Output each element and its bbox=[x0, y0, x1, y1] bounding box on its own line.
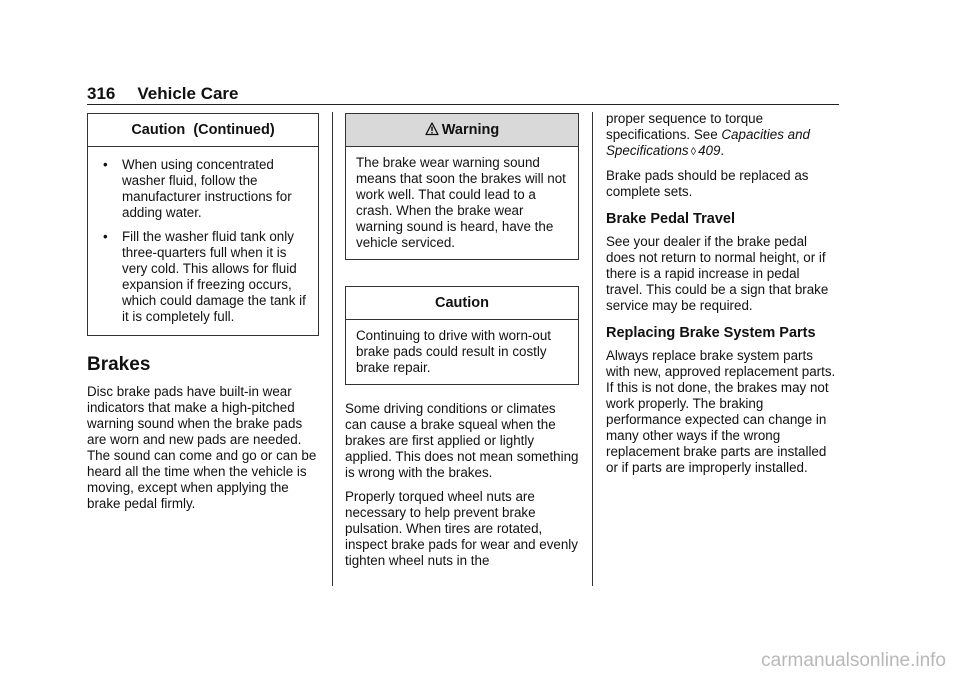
wheel-nuts-paragraph: Properly torqued wheel nuts are necessary to help prevent brake pulsation. When tires are rotated, inspect brake pads for wear and evenly tighten wheel nuts in the bbox=[345, 489, 578, 568]
caution-box bbox=[345, 286, 579, 385]
bullet-item bbox=[98, 229, 308, 325]
brakes-paragraph: Disc brake pads have built-in wear indicators that make a high-pitched warning sound when the brake pads are worn and new pads are needed. The sound can come and go or can be heard all the time when the vehicle is moving, except when applying the brake pedal firmly. bbox=[87, 384, 317, 511]
brake-pedal-travel-heading: Brake Pedal Travel bbox=[606, 211, 735, 227]
torque-text: proper sequence to torque specifications. See bbox=[606, 111, 764, 142]
pedal-travel-paragraph: See your dealer if the brake pedal does not return to normal height, or if there is a rapid increase in pedal travel. This could be a sign that brake service may be required. bbox=[606, 234, 829, 313]
bullet-item bbox=[98, 157, 308, 221]
warning-box bbox=[345, 113, 579, 260]
section-title: Vehicle Care bbox=[137, 84, 239, 103]
bullet-text: Fill the washer fluid tank only three-quarters full when it is very cold. This allows for fluid expansion if freezing occurs, which could damage the tank if it is completely full. bbox=[122, 229, 306, 324]
brakes-heading: Brakes bbox=[87, 354, 151, 375]
capacities-link[interactable]: Capacities and Specifications bbox=[606, 127, 810, 158]
bullet-text: When using concentrated washer fluid, follow the manufacturer instructions for adding water. bbox=[122, 157, 292, 220]
bullet-glyph: • bbox=[103, 157, 108, 172]
page-number: 316 bbox=[87, 84, 116, 103]
torque-paragraph bbox=[606, 111, 839, 160]
warning-title bbox=[346, 114, 578, 147]
warning-body: The brake wear warning sound means that soon the brakes will not work well. That could lead to a crash. When the brake wear warning sound is heard, have the vehicle serviced. bbox=[356, 155, 566, 250]
replacing-parts-heading: Replacing Brake System Parts bbox=[606, 325, 816, 341]
column-divider-2 bbox=[592, 112, 593, 586]
page-header bbox=[87, 84, 239, 104]
caution-title: Caution bbox=[346, 287, 578, 320]
header-rule bbox=[87, 104, 839, 105]
bullet-glyph: • bbox=[103, 229, 108, 244]
column-2 bbox=[345, 113, 579, 577]
warning-title-text: Warning bbox=[441, 122, 500, 138]
pads-sets-paragraph: Brake pads should be replaced as complete sets. bbox=[606, 168, 809, 199]
column-1 bbox=[87, 113, 319, 520]
column-divider-1 bbox=[332, 112, 333, 586]
caution-continued-title: Caution (Continued) bbox=[88, 114, 318, 147]
watermark: carmanualsonline.info bbox=[761, 650, 946, 671]
warning-icon bbox=[425, 122, 439, 136]
column-3 bbox=[606, 111, 839, 484]
torque-end: . bbox=[720, 143, 725, 158]
caution-continued-body bbox=[88, 147, 318, 335]
page-ref-number[interactable]: 409 bbox=[698, 143, 721, 158]
page-ref-icon: ◊ bbox=[690, 146, 697, 158]
caution-continued-box bbox=[87, 113, 319, 336]
replacing-parts-paragraph: Always replace brake system parts with new, approved replacement parts. If this is not done, the brakes may not work properly. The braking performance expected can change in many other ways if the wrong replacement brake parts are installed or if parts are improperly installed. bbox=[606, 348, 836, 475]
squeal-paragraph: Some driving conditions or climates can cause a brake squeal when the brakes are first applied or lightly applied. This does not mean something is wrong with the brakes. bbox=[345, 401, 579, 480]
caution-body: Continuing to drive with worn-out brake pads could result in costly brake repair. bbox=[356, 328, 552, 375]
